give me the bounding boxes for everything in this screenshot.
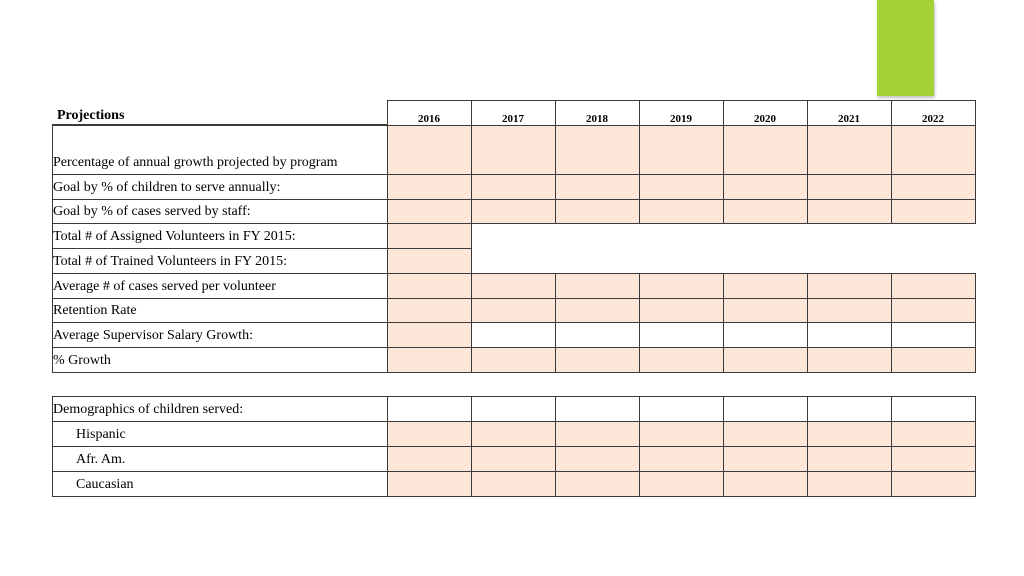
row-label: Percentage of annual growth projected by program [53, 155, 338, 170]
data-cell [555, 273, 640, 299]
data-cell [639, 125, 724, 175]
year-header-label: 2020 [754, 113, 776, 125]
data-cell [387, 125, 472, 175]
row-label: Retention Rate [53, 303, 137, 318]
data-cell [387, 347, 472, 373]
year-header-label: 2021 [838, 113, 860, 125]
data-cell [471, 125, 556, 175]
data-cell [555, 347, 640, 373]
data-cell [639, 396, 724, 422]
data-cell [807, 174, 892, 200]
data-cell [555, 199, 640, 224]
data-cell [723, 125, 808, 175]
data-cell [723, 396, 808, 422]
row-label: Demographics of children served: [53, 402, 244, 417]
row-label: Total # of Assigned Volunteers in FY 2015: [53, 229, 296, 244]
data-cell [891, 347, 976, 373]
table-title: Projections [57, 108, 125, 123]
data-cell [891, 396, 976, 422]
data-cell [555, 471, 640, 497]
data-cell [471, 298, 556, 323]
year-header-label: 2019 [670, 113, 692, 125]
data-cell [891, 125, 976, 175]
data-cell [639, 298, 724, 323]
data-cell [387, 174, 472, 200]
row-label: Goal by % of cases served by staff: [53, 204, 251, 219]
data-cell [891, 322, 976, 348]
year-header-label: 2018 [586, 113, 608, 125]
data-cell [891, 174, 976, 200]
data-cell [639, 347, 724, 373]
data-cell [387, 446, 472, 472]
data-cell [471, 273, 556, 299]
data-cell [639, 471, 724, 497]
data-cell [639, 446, 724, 472]
data-cell [891, 471, 976, 497]
data-cell [471, 322, 556, 348]
data-cell [723, 421, 808, 447]
data-cell [387, 248, 472, 274]
data-cell [471, 446, 556, 472]
data-cell [639, 421, 724, 447]
row-label: Average Supervisor Salary Growth: [53, 328, 253, 343]
data-cell [471, 421, 556, 447]
data-cell [471, 174, 556, 200]
data-cell [471, 199, 556, 224]
data-cell [555, 174, 640, 200]
data-cell [387, 421, 472, 447]
data-cell [639, 273, 724, 299]
data-cell [387, 273, 472, 299]
data-cell [807, 298, 892, 323]
data-cell [471, 396, 556, 422]
data-cell [807, 446, 892, 472]
data-cell [807, 471, 892, 497]
row-label: Hispanic [76, 427, 126, 442]
data-cell [387, 471, 472, 497]
data-cell [471, 471, 556, 497]
data-cell [807, 347, 892, 373]
data-cell [807, 322, 892, 348]
data-cell [891, 446, 976, 472]
data-cell [807, 125, 892, 175]
data-cell [555, 125, 640, 175]
data-cell [891, 421, 976, 447]
data-cell [723, 446, 808, 472]
data-cell [387, 298, 472, 323]
data-cell [723, 199, 808, 224]
data-cell [387, 199, 472, 224]
data-cell [807, 396, 892, 422]
data-cell [555, 322, 640, 348]
data-cell [555, 446, 640, 472]
row-label: Caucasian [76, 477, 134, 492]
data-cell [807, 421, 892, 447]
data-cell [723, 322, 808, 348]
row-label: Average # of cases served per volunteer [53, 279, 276, 294]
data-cell [387, 322, 472, 348]
data-cell [891, 273, 976, 299]
data-cell [723, 347, 808, 373]
data-cell [387, 223, 472, 249]
data-cell [723, 273, 808, 299]
row-label: Afr. Am. [76, 452, 126, 467]
data-cell [639, 174, 724, 200]
year-header-label: 2016 [418, 113, 440, 125]
data-cell [723, 471, 808, 497]
data-cell [891, 298, 976, 323]
year-header-label: 2022 [922, 113, 944, 125]
row-label: % Growth [53, 353, 111, 368]
data-cell [723, 298, 808, 323]
data-cell [723, 174, 808, 200]
data-cell [471, 347, 556, 373]
row-label: Total # of Trained Volunteers in FY 2015: [53, 254, 288, 269]
data-cell [891, 199, 976, 224]
data-cell [555, 298, 640, 323]
data-cell [807, 273, 892, 299]
row-label: Goal by % of children to serve annually: [53, 180, 281, 195]
data-cell [639, 322, 724, 348]
data-cell [555, 396, 640, 422]
data-cell [555, 421, 640, 447]
data-cell [807, 199, 892, 224]
data-cell [387, 396, 472, 422]
year-header-label: 2017 [502, 113, 524, 125]
data-cell [639, 199, 724, 224]
